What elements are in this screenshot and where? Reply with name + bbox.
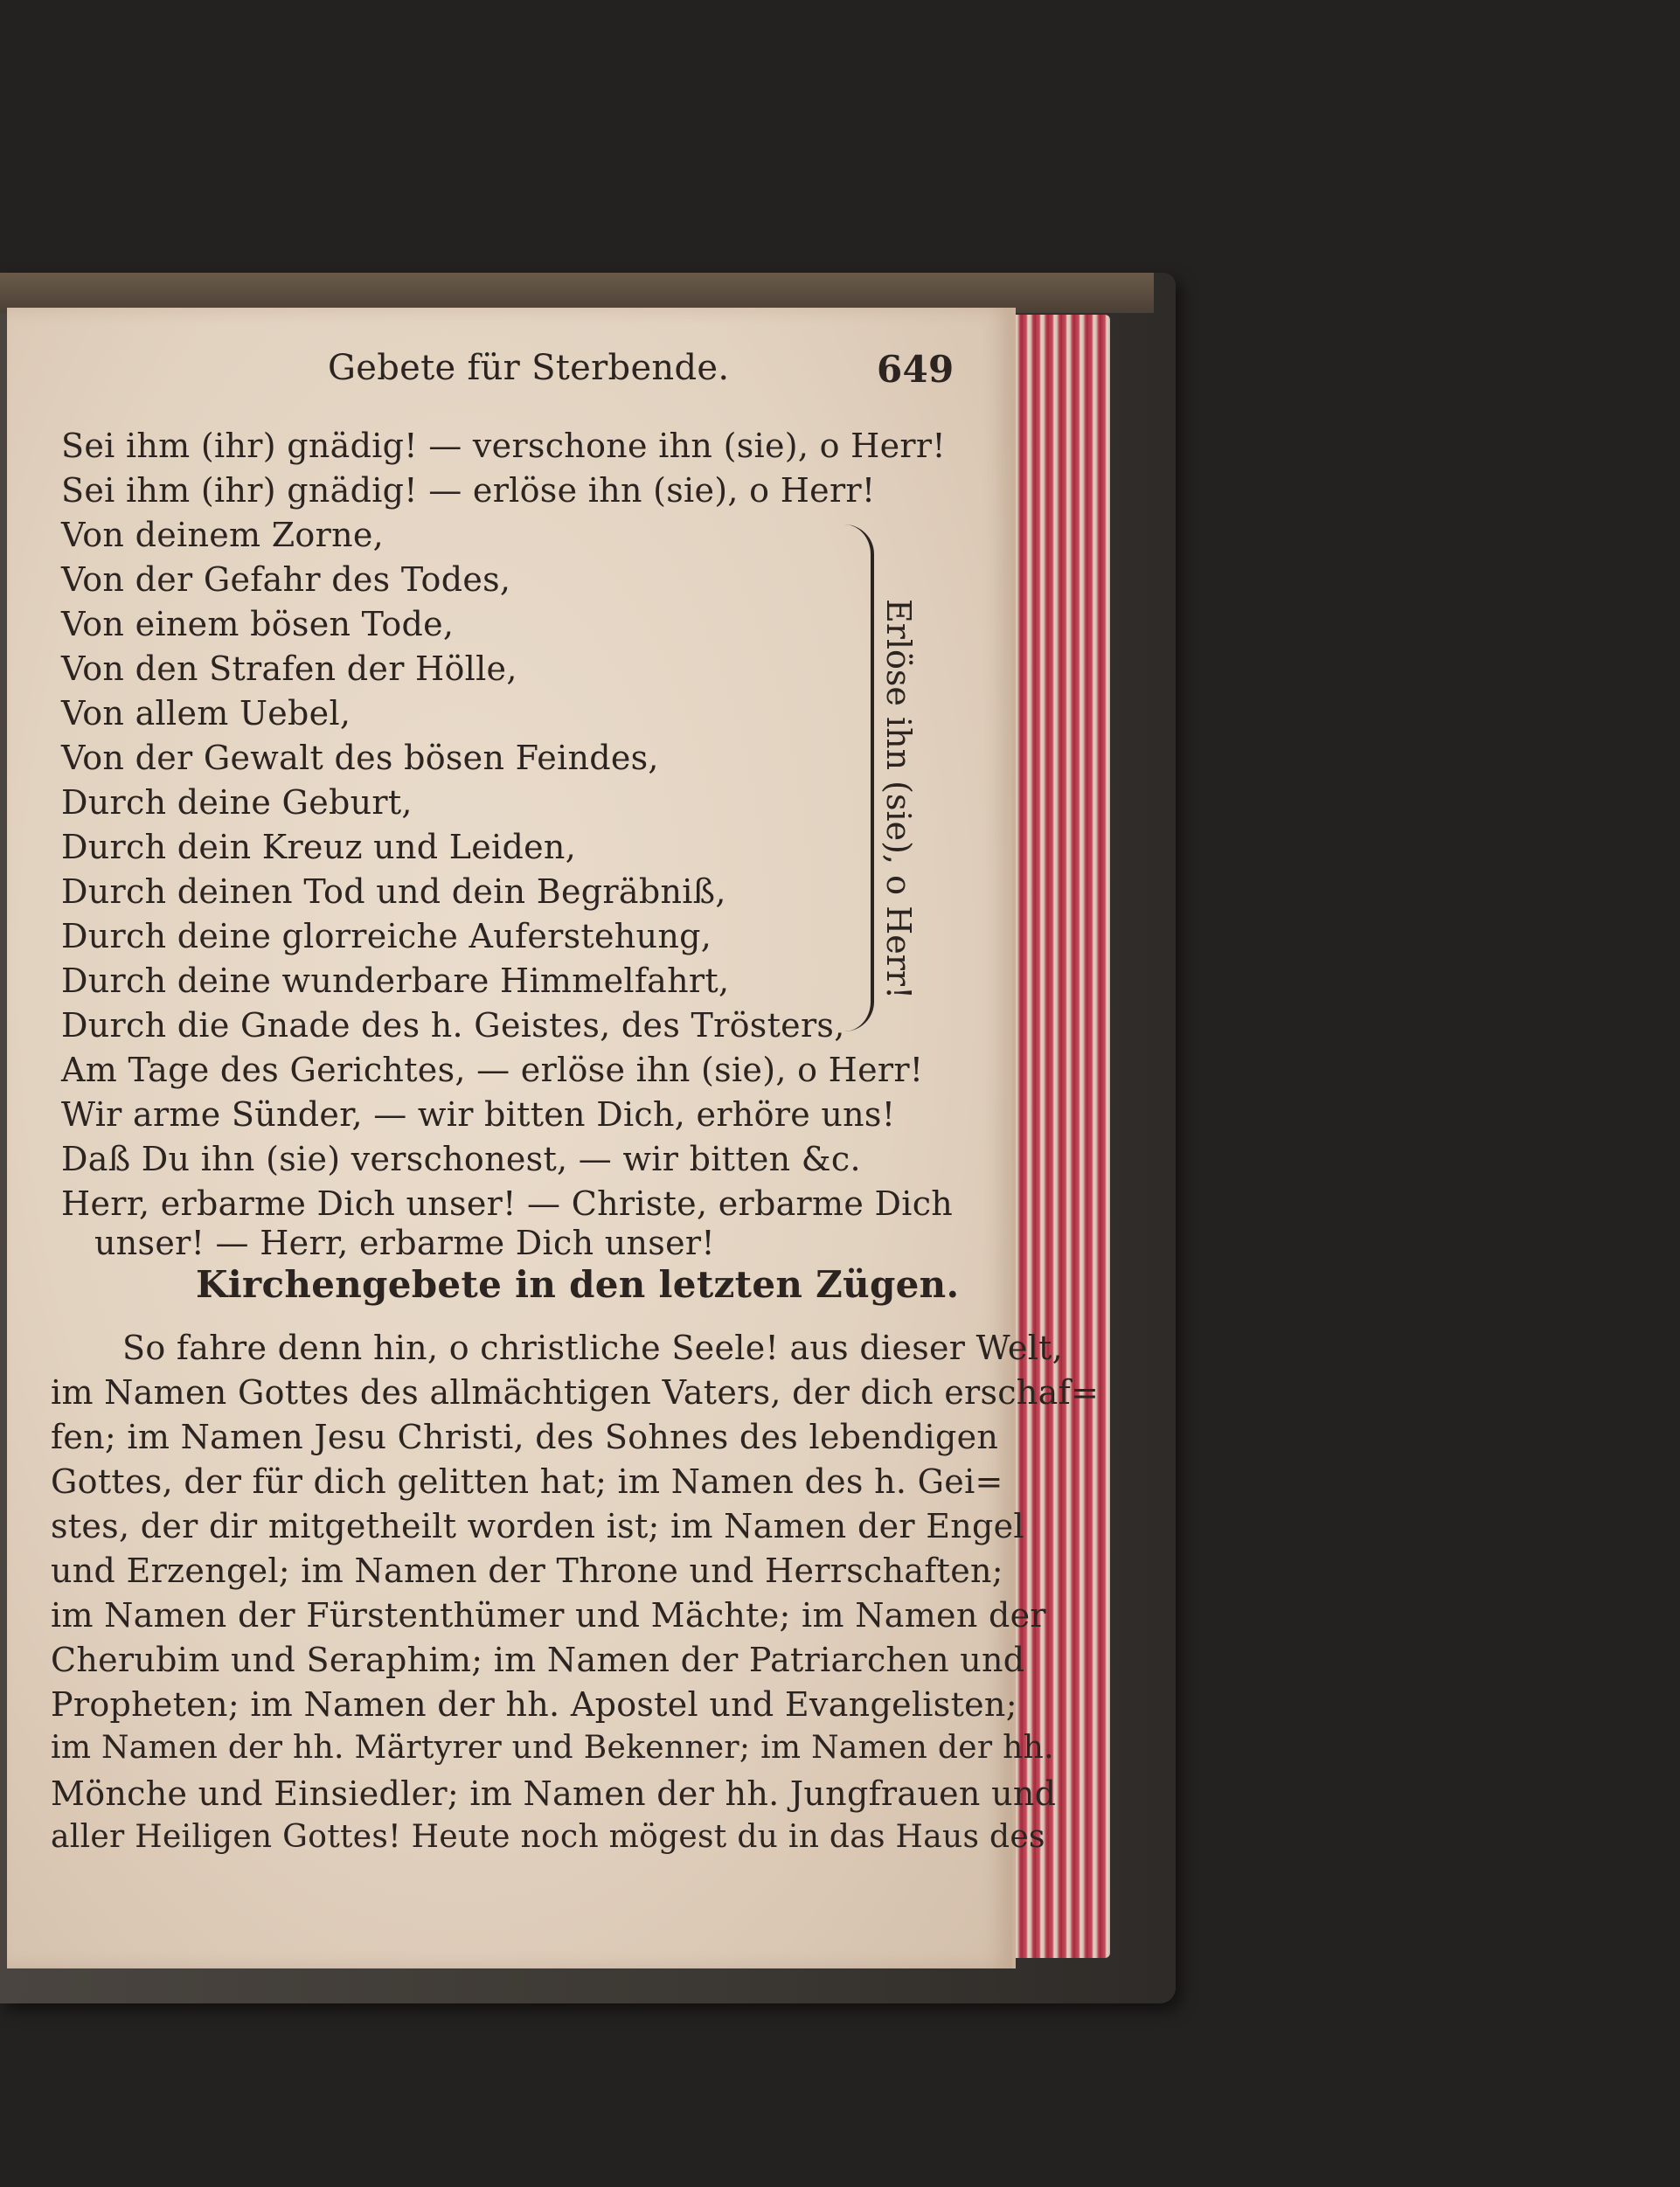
litany-line: Sei ihm (ihr) gnädig! — erlöse ihn (sie), o Herr! [61,471,876,510]
litany-line: Durch die Gnade des h. Geistes, des Trösters, [61,1006,845,1045]
page-number: 649 [877,348,955,391]
litany-line: Von deinem Zorne, [61,516,385,554]
paragraph-line: stes, der dir mitgetheilt worden ist; im Namen der Engel [51,1507,1024,1545]
bracket-note: Erlöse ihn (sie), o Herr! [879,599,918,1000]
litany-line: Herr, erbarme Dich unser! — Christe, erbarme Dich [61,1184,954,1223]
paragraph-line: im Namen Gottes des allmächtigen Vaters, der dich erschaf= [51,1373,1100,1412]
paragraph-line: im Namen der hh. Märtyrer und Bekenner; im Namen der hh. [51,1730,1054,1766]
paragraph-line: Propheten; im Namen der hh. Apostel und Evangelisten; [51,1685,1017,1724]
litany-line: Von allem Uebel, [61,694,351,732]
litany-line: Durch deine Geburt, [61,783,413,822]
litany-line: Durch deine wunderbare Himmelfahrt, [61,962,730,1000]
paragraph-line: fen; im Namen Jesu Christi, des Sohnes des lebendigen [51,1418,999,1456]
litany-line: Am Tage des Gerichtes, — erlöse ihn (sie), o Herr! [61,1051,924,1089]
litany-line: Von der Gefahr des Todes, [61,560,511,599]
paragraph-line: im Namen der Fürstenthümer und Mächte; im Namen der [51,1596,1046,1635]
litany-line: Wir arme Sünder, — wir bitten Dich, erhöre uns! [61,1095,896,1134]
paragraph-line: aller Heiligen Gottes! Heute noch mögest du in das Haus des [51,1819,1045,1855]
paragraph-line: und Erzengel; im Namen der Throne und Herrschaften; [51,1552,1003,1590]
paragraph-line: So fahre denn hin, o christliche Seele! aus dieser Welt, [122,1329,1064,1367]
paragraph-line: Mönche und Einsiedler; im Namen der hh. Jungfrauen und [51,1774,1057,1813]
litany-line: Durch deine glorreiche Auferstehung, [61,917,712,955]
litany-line: Daß Du ihn (sie) verschonest, — wir bitten &c. [61,1140,861,1178]
litany-line: Durch deinen Tod und dein Begräbniß, [61,872,726,911]
litany-line: Von einem bösen Tode, [61,605,455,643]
section-heading: Kirchengebete in den letzten Zügen. [196,1263,960,1306]
paragraph-line: Cherubim und Seraphim; im Namen der Patriarchen und [51,1641,1025,1679]
litany-line: Sei ihm (ihr) gnädig! — verschone ihn (sie), o Herr! [61,427,946,465]
litany-line: unser! — Herr, erbarme Dich unser! [94,1224,715,1262]
running-head: Gebete für Sterbende. [328,348,730,388]
litany-brace [839,524,874,1031]
litany-line: Von der Gewalt des bösen Feindes, [61,739,659,777]
paragraph-line: Gottes, der für dich gelitten hat; im Namen des h. Gei= [51,1462,1003,1501]
litany-line: Von den Strafen der Hölle, [61,649,517,688]
litany-line: Durch dein Kreuz und Leiden, [61,828,577,866]
